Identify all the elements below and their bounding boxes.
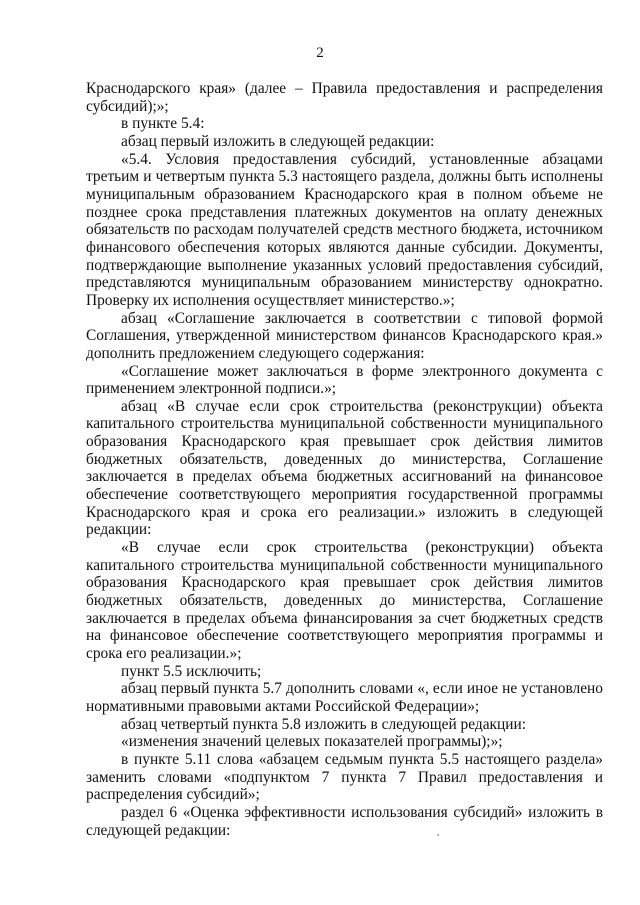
paragraph-section-6: раздел 6 «Оценка эффективности использования субсидий» изложить в следующей редакции:	[86, 803, 603, 839]
paragraph-item-5-4: в пункте 5.4:	[121, 115, 205, 133]
paragraph-item-5-5: пункт 5.5 исключить;	[121, 662, 262, 680]
paragraph-item-5-8-new: «изменения значений целевых показателей программы);»;	[121, 733, 503, 751]
document-body	[86, 80, 603, 839]
scan-speck	[437, 834, 439, 836]
page-number: 2	[316, 45, 324, 61]
paragraph-construction-term: абзац «В случае если срок строительства (реконструкции) объекта капитального строительства муниципальной собственности муниципального образования Краснодарского края превышает срок действия лимитов бюджетных обязательств, доведенных до министерства, Соглашение заключается в пределах объема бюджетных ассигнований на финансовое обеспечение соответствующего мероприятия государственной программы Краснодарского края и срока его реализации.» изложить в следующей редакции:	[86, 397, 603, 539]
paragraph-continuation: Краснодарского края» (далее – Правила предоставления и распределения субсидий);»;	[86, 80, 603, 115]
paragraph-item-5-8: абзац четвертый пункта 5.8 изложить в следующей редакции:	[121, 715, 526, 733]
paragraph-construction-term-new: «В случае если срок строительства (реконструкции) объекта капитального строительства муниципальной собственности муниципального образования Краснодарского края превышает срок действия лимитов бюджетных обязательств, доведенных до министерства, Соглашение заключается в пределах объема финансирования за счет бюджетных средств на финансовое обеспечение соответствующего мероприятия программы и срока его реализации.»;	[86, 539, 603, 662]
paragraph-electronic-signature: «Соглашение может заключаться в форме электронного документа с применением электронной подписи.»;	[86, 362, 603, 398]
paragraph-item-5-11: в пункте 5.11 слова «абзацем седьмым пункта 5.5 настоящего раздела» заменить словами «подпунктом 7 пункта 7 Правил предоставления и распределения субсидий»;	[86, 750, 603, 804]
paragraph-item-5-7: абзац первый пункта 5.7 дополнить словами «, если иное не установлено нормативными правовыми актами Российской Федерации»;	[86, 680, 603, 715]
paragraph-agreement: абзац «Соглашение заключается в соответствии с типовой формой Соглашения, утвержденной министерством финансов Краснодарского края.» дополнить предложением следующего содержания:	[86, 309, 603, 362]
paragraph-quoted-5-4: «5.4. Условия предоставления субсидий, установленные абзацами третьим и четвертым пункта 5.3 настоящего раздела, должны быть исполнены муниципальным образованием Краснодарского края в полном объеме не позднее срока представления платежных документов на оплату денежных обязательств по расходам получателей средств местного бюджета, источником финансового обеспечения которых являются данные субсидии. Документы, подтверждающие выполнение указанных условий предоставления субсидий, представляются муниципальным образованием министерству однократно. Проверку их исполнения осуществляет министерство.»;	[86, 150, 603, 309]
paragraph-instruction: абзац первый изложить в следующей редакции:	[121, 132, 435, 150]
